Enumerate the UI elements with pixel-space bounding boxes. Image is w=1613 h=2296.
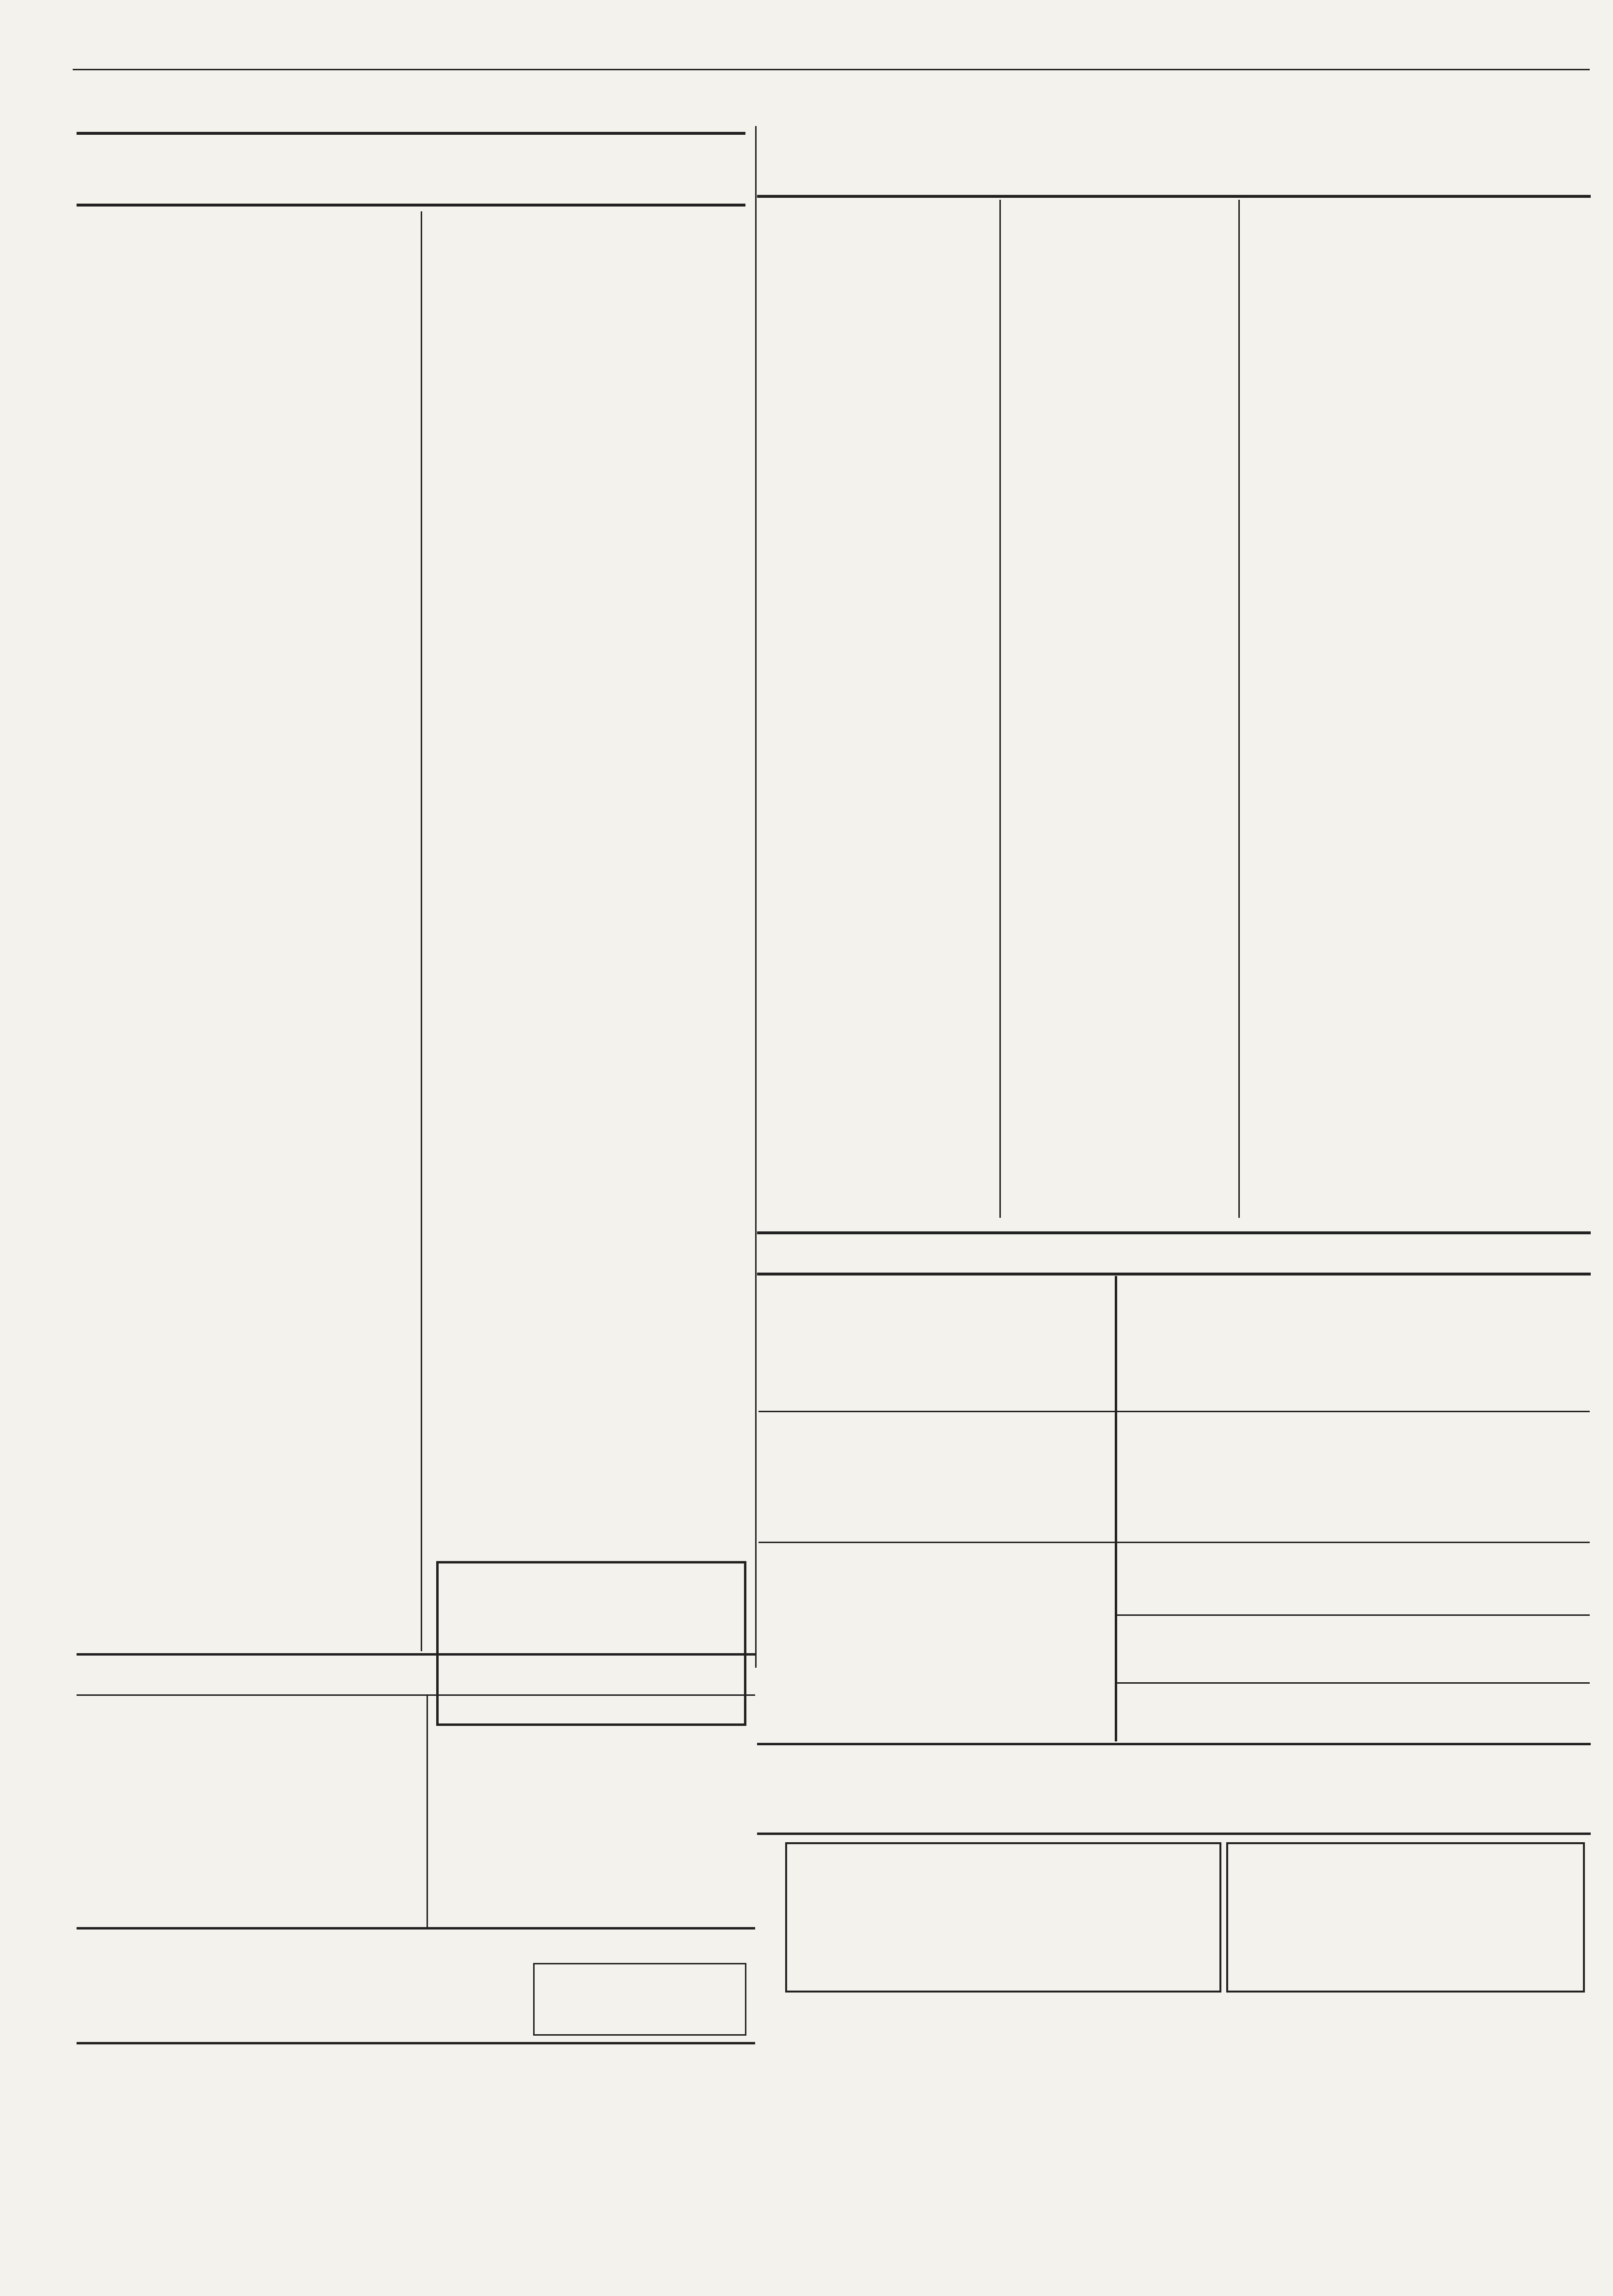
lys-ad xyxy=(1122,1619,1587,1687)
papirusa-box xyxy=(533,1963,746,2036)
sluiz-ad xyxy=(1122,1280,1587,1411)
olimpia-ad xyxy=(82,2048,751,2145)
palacio-ad xyxy=(766,1614,1105,1736)
maria-vitoria-ad xyxy=(431,1697,751,1929)
masthead-rule xyxy=(73,69,1590,70)
tivoli-ad xyxy=(766,1280,1105,1411)
avenida-ad xyxy=(785,1842,1221,1993)
trindade-ad xyxy=(82,1932,751,2029)
condes-ad xyxy=(1122,1416,1587,1542)
central-ad xyxy=(766,1416,1105,1542)
variedades-ad xyxy=(82,1697,422,1910)
terrasse-ad xyxy=(1122,1686,1587,1744)
bernarda-ad xyxy=(1226,1842,1585,1993)
teatros-col1 xyxy=(78,211,417,218)
capitolio-ad xyxy=(1122,1547,1587,1610)
odeon-ad xyxy=(766,1547,1105,1600)
